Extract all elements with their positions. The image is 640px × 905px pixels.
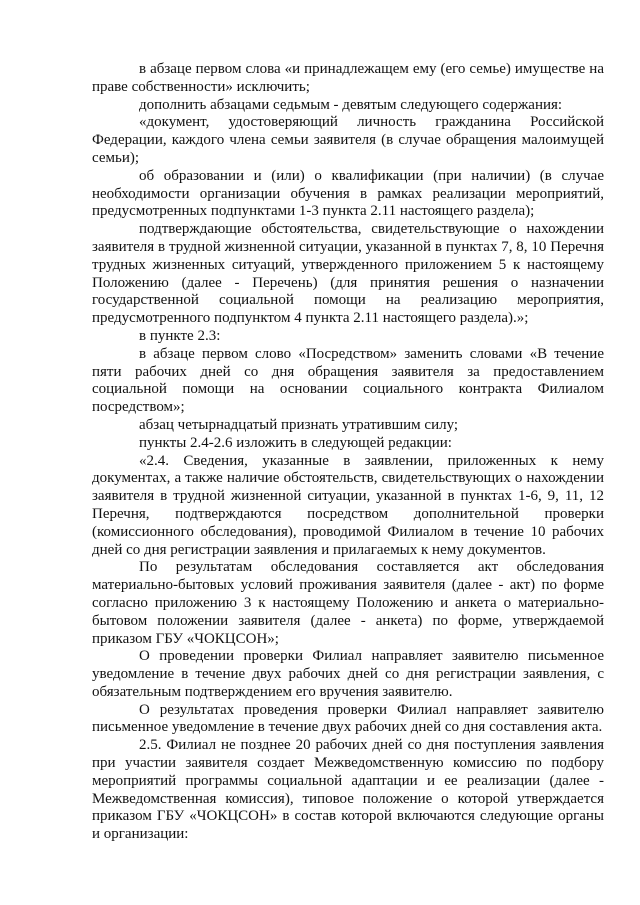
paragraph: О результатах проведения проверки Филиал направляет заявителю письменное уведомление в течение двух рабочих дней со дня составления акта. [92,701,604,736]
paragraph: 2.5. Филиал не позднее 20 рабочих дней со дня поступления заявления при участии заявителя создает Межведомственную комиссию по подбору мероприятий программы социальной адаптации и ее реализации (далее - Межведомственная комиссия), типовое положение о которой утверждается приказом ГБУ «ЧОКЦСОН» в состав которой включаются следующие органы и организации: [92,737,604,843]
paragraph: «документ, удостоверяющий личность гражданина Российской Федерации, каждого члена семьи заявителя (в случае обращения малоимущей семьи); [92,114,604,166]
document-body [92,61,604,844]
paragraph: О проведении проверки Филиал направляет заявителю письменное уведомление в течение двух рабочих дней со дня регистрации заявления, с обязательным подтверждением его вручения заявителю. [92,648,604,700]
paragraph: в абзаце первом слово «Посредством» заменить словами «В течение пяти рабочих дней со дня обращения заявителя за предоставлением социальной помощи на основании социального контракта Филиалом посредством»; [92,345,604,416]
paragraph: подтверждающие обстоятельства, свидетельствующие о нахождении заявителя в трудной жизненной ситуации, указанной в пунктах 7, 8, 10 Перечня трудных жизненных ситуаций, утвержденного приложением 5 к настоящему Положению (далее - Перечень) (для принятия решения о назначении государственной социальной помощи на реализацию мероприятия, предусмотренного подпунктом 4 пункта 2.11 настоящего раздела).»; [92,221,604,327]
paragraph: «2.4. Сведения, указанные в заявлении, приложенных к нему документах, а также наличие обстоятельств, свидетельствующих о нахождении заявителя в трудной жизненной ситуации, указанной в пунктах 1-6, 9, 11, 12 Перечня, подтверждаются посредством дополнительной проверки (комиссионного обследования), проводимой Филиалом в течение 10 рабочих дней со дня регистрации заявления и прилагаемых к нему документов. [92,452,604,558]
paragraph: в пункте 2.3: [139,327,221,344]
paragraph: пункты 2.4-2.6 изложить в следующей редакции: [139,434,452,451]
paragraph: дополнить абзацами седьмым - девятым следующего содержания: [139,96,563,113]
paragraph: абзац четырнадцатый признать утратившим силу; [139,416,459,433]
paragraph: об образовании и (или) о квалификации (при наличии) (в случае необходимости организации обучения в рамках реализации мероприятий, предусмотренных подпунктами 1-3 пункта 2.11 настоящего раздела); [92,167,604,220]
paragraph: По результатам обследования составляется акт обследования материально-бытовых условий проживания заявителя (далее - акт) по форме согласно приложению 3 к настоящему Положению и анкета о материально-бытовом положении заявителя (далее - анкета) по форме, утверждаемой приказом ГБУ «ЧОКЦСОН»; [92,559,604,647]
paragraph: в абзаце первом слова «и принадлежащем ему (его семье) имуществе на праве собственности» исключить; [92,61,604,95]
